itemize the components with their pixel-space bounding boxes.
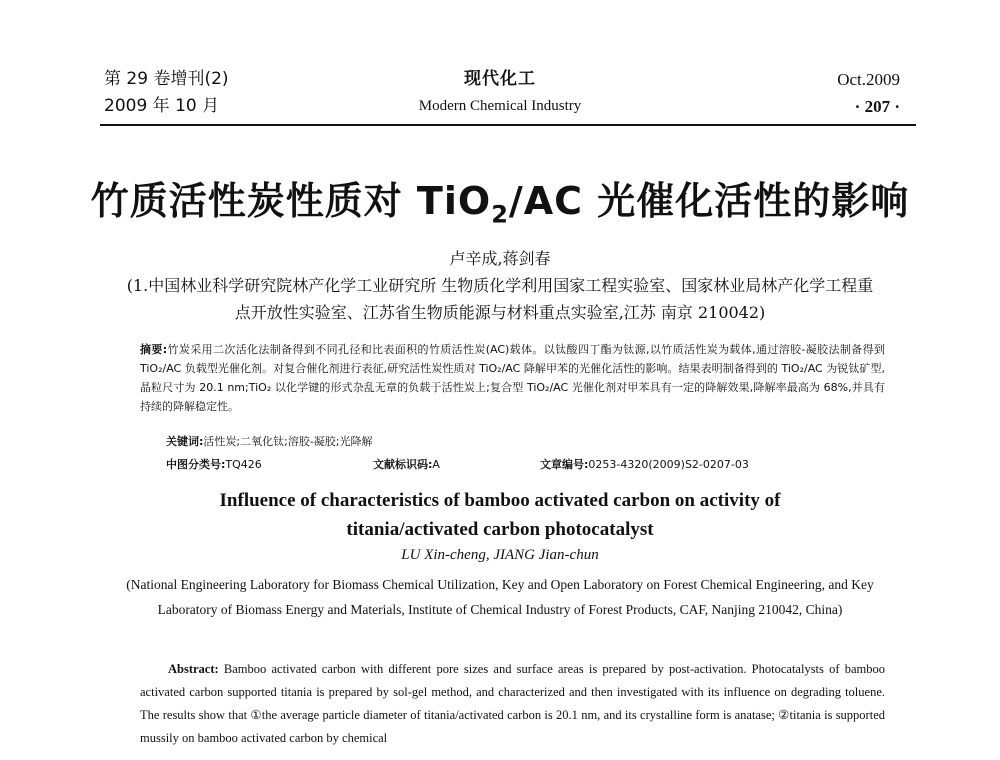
abstract-en bbox=[140, 658, 885, 750]
abstract-cn-label: 摘要: bbox=[140, 343, 168, 356]
authors-cn: 卢辛成,蒋剑春 bbox=[449, 249, 551, 268]
page-title-cn bbox=[0, 170, 1000, 229]
affiliation-en: (National Engineering Laboratory for Biomass Chemical Utilization, Key and Open Laboratory on Forest Chemical Engineering, and Key Laboratory of Biomass Energy and Materials, Institute of Chemical Industry of Forest Products, CAF, Nanjing 210042, China) bbox=[126, 577, 874, 617]
abstract-en-text: Bamboo activated carbon with different pore sizes and surface areas is prepared by post-activation. Photocatalysts of bamboo activated carbon supported titania is prepared by sol-gel method, and characterized and then investigated with its influence on degrading toluene. The results show that ①the average particle diameter of titania/activated carbon is 20.1 nm, and its crystalline form is anatase; ②titania is supported mussily on bamboo activated carbon by chemical bbox=[140, 662, 886, 745]
authors-en: LU Xin-cheng, JIANG Jian-chun bbox=[401, 547, 599, 563]
abstract-cn-text: 竹炭采用二次活化法制备得到不同孔径和比表面积的竹质活性炭(AC)载体。以钛酸四丁酯为钛源,以竹质活性炭为载体,通过溶胶-凝胶法制备得到 TiO₂/AC 负载型光催化剂。对复合催化剂进行表征,研究活性炭性质对 TiO₂/AC 降解甲苯的光催化活性的影响。结果表明制备得到的 TiO₂/AC 为锐钛矿型,晶粒尺寸为 20.1 nm;TiO₂ 以化学键的形式杂乱无章的负载于活性炭上;复合型 TiO₂/AC 光催化剂对甲苯具有一定的降解效果,降解率最高为 68%,并具有持续的降解稳定性。 bbox=[140, 343, 885, 413]
volume-info: 第 29 卷增刊(2) bbox=[104, 69, 229, 89]
abstract-cn bbox=[140, 340, 885, 416]
title-cn-post: /AC 光催化活性的影响 bbox=[508, 179, 910, 223]
doc-code-field bbox=[373, 456, 440, 472]
keywords-cn-text: 活性炭;二氧化钛;溶胶-凝胶;光降解 bbox=[203, 435, 373, 448]
journal-name-cn: 现代化工 bbox=[464, 69, 536, 89]
title-cn-sub: 2 bbox=[491, 200, 509, 229]
doc-code-value: A bbox=[432, 458, 440, 471]
issue-date: 2009 年 10 月 bbox=[104, 96, 220, 116]
issue-month-en: Oct.2009 bbox=[837, 70, 900, 89]
title-en-line1: Influence of characteristics of bamboo activated carbon on activity of bbox=[219, 490, 781, 511]
journal-name-en: Modern Chemical Industry bbox=[418, 98, 582, 114]
header-right bbox=[837, 66, 900, 120]
article-no-label: 文章编号: bbox=[540, 458, 589, 471]
title-en bbox=[0, 486, 1000, 544]
clc-value: TQ426 bbox=[225, 458, 262, 471]
doc-code-label: 文献标识码: bbox=[373, 458, 433, 471]
article-no-value: 0253-4320(2009)S2-0207-03 bbox=[588, 458, 749, 471]
clc-label: 中图分类号: bbox=[166, 458, 226, 471]
title-en-line2: titania/activated carbon photocatalyst bbox=[346, 519, 654, 540]
clc-field bbox=[166, 456, 262, 472]
title-cn-pre: 竹质活性炭性质对 TiO bbox=[90, 179, 492, 223]
header-rule bbox=[100, 124, 916, 126]
article-no-field bbox=[540, 456, 749, 472]
keywords-cn bbox=[166, 433, 373, 449]
abstract-en-label: Abstract: bbox=[168, 662, 219, 676]
keywords-cn-label: 关键词: bbox=[166, 435, 204, 448]
affiliation-cn: (1.中国林业科学研究院林产化学工业研究所 生物质化学利用国家工程实验室、国家林业局林产化学工程重点开放性实验室、江苏省生物质能源与材料重点实验室,江苏 南京 210042) bbox=[126, 276, 874, 322]
page-number: · 207 · bbox=[854, 97, 900, 116]
